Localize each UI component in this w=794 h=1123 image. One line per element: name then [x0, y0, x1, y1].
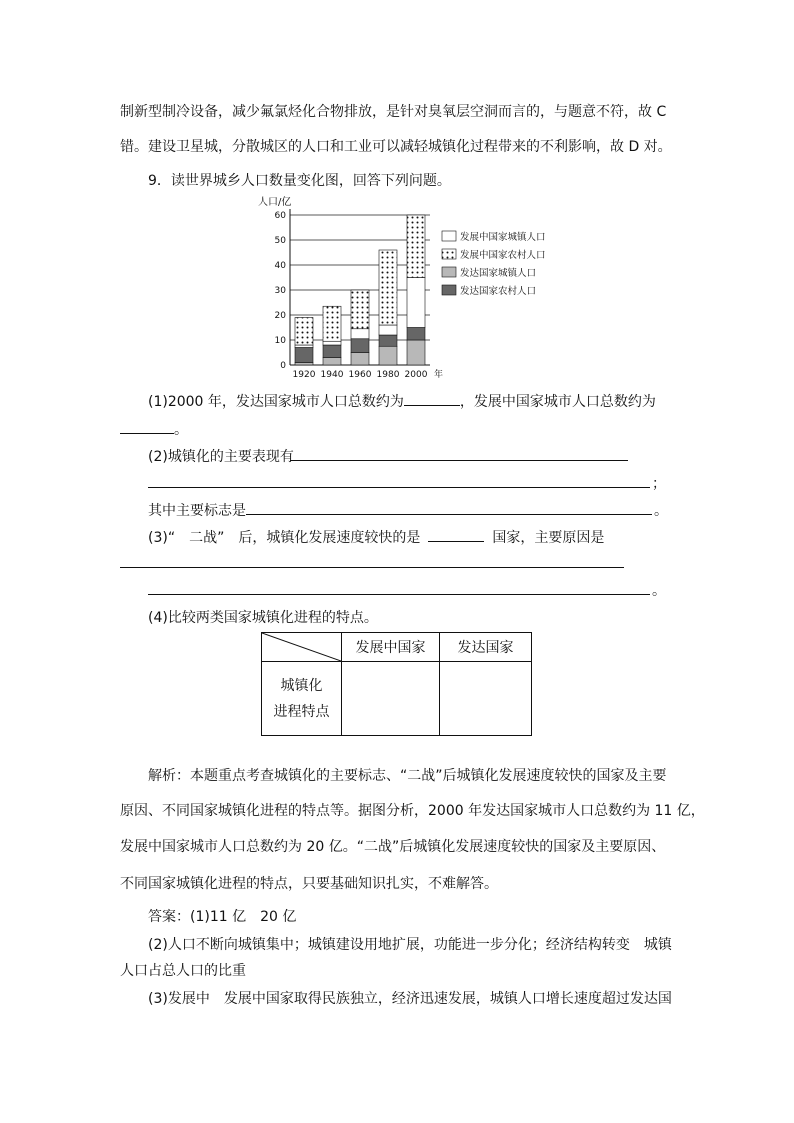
question-1	[148, 391, 656, 411]
answer-line[interactable]	[148, 594, 650, 595]
legend-swatch	[442, 285, 456, 295]
y-tick-label: 0	[280, 361, 286, 371]
y-tick-label: 20	[274, 311, 286, 321]
bar-segment	[323, 358, 341, 366]
question-1-text-a: (1)2000 年，发达国家城市人口总数约为	[148, 394, 404, 410]
question-2b-text: 其中主要标志是	[148, 503, 246, 519]
bar-segment	[323, 341, 341, 345]
y-tick-label: 50	[274, 236, 286, 246]
text-line: 错。建设卫星城，分散城区的人口和工业可以减轻城镇化过程带来的不利影响，故 D 对。	[120, 139, 672, 155]
legend-swatch	[442, 231, 456, 241]
y-tick-label: 40	[274, 261, 286, 271]
bar-segment	[379, 335, 397, 346]
legend-label: 发达国家城镇人口	[460, 268, 537, 279]
bar-segment	[295, 345, 313, 348]
bar-segment	[351, 290, 369, 329]
bar-segment	[323, 345, 341, 358]
answer-line[interactable]	[120, 567, 624, 568]
bar-segment	[407, 340, 425, 365]
answer-line-1: 答案：(1)11 亿 20 亿	[148, 909, 297, 925]
question-2b-end: 。	[654, 503, 668, 519]
x-tick-label: 2000	[404, 370, 428, 380]
legend-swatch	[442, 267, 456, 277]
bar-segment	[407, 278, 425, 328]
question-1-text-b: ，发展中国家城市人口总数约为	[459, 394, 656, 410]
legend-label: 发展中国家城镇人口	[460, 232, 546, 243]
question-1-cont	[120, 419, 188, 439]
answer-blank[interactable]	[428, 527, 484, 542]
y-tick-label: 60	[274, 211, 286, 221]
question-1-end: 。	[174, 422, 188, 438]
question-2	[148, 446, 294, 466]
question-3-end: 。	[652, 583, 666, 599]
table-cell-developing[interactable]	[342, 662, 440, 736]
x-tick-label: 1940	[320, 370, 344, 380]
answer-line-2-cont: 人口占总人口的比重	[120, 963, 246, 979]
question-2-end: ；	[652, 476, 666, 492]
table-row-label	[262, 662, 342, 736]
legend-label: 发展中国家农村人口	[460, 250, 546, 261]
legend-label: 发达国家农村人口	[460, 286, 537, 297]
bar-segment	[295, 318, 313, 346]
text-line: 制新型制冷设备，减少氟氯烃化合物排放，是针对臭氧层空洞而言的，与题意不符，故 C	[120, 104, 667, 120]
answer-line-3: (3)发展中 发展中国家取得民族独立，经济迅速发展，城镇人口增长速度超过发达国	[148, 991, 672, 1007]
answer-blank[interactable]	[404, 391, 460, 406]
analysis-line: 解析：本题重点考查城镇化的主要标志、“二战”后城镇化发展速度较快的国家及主要	[148, 768, 667, 784]
row-label-line: 城镇化	[280, 677, 323, 694]
table-cell-developed[interactable]	[440, 662, 532, 736]
answer-line-2: (2)人口不断向城镇集中；城镇建设用地扩展，功能进一步分化；经济结构转变 城镇	[148, 937, 672, 953]
x-tick-label: 1960	[348, 370, 372, 380]
bar-segment	[295, 348, 313, 363]
bar-segment	[295, 363, 313, 366]
legend-swatch	[442, 249, 456, 259]
diagonal-line	[262, 633, 341, 661]
bar-segment	[407, 215, 425, 278]
x-tick-label: 1980	[376, 370, 400, 380]
question-3-text-a: (3)“ 二战” 后，城镇化发展速度较快的是	[148, 530, 421, 546]
population-chart	[250, 195, 570, 385]
x-axis-label: 年	[434, 370, 444, 380]
answer-line[interactable]	[246, 514, 652, 515]
bar-segment	[351, 329, 369, 339]
comparison-table	[261, 632, 532, 736]
analysis-line: 不同国家城镇化进程的特点，只要基础知识扎实，不难解答。	[120, 876, 498, 892]
table-header-developing: 发展中国家	[342, 633, 440, 662]
answer-blank[interactable]	[120, 419, 174, 434]
bar-segment	[351, 353, 369, 366]
bar-segment	[379, 346, 397, 365]
bar-segment	[323, 306, 341, 341]
question-3-text-b: 国家，主要原因是	[492, 530, 605, 546]
row-label-line: 进程特点	[273, 703, 330, 720]
bar-segment	[379, 250, 397, 325]
table-corner-cell	[262, 633, 342, 662]
y-axis-label: 人口/亿	[258, 197, 292, 208]
bar-segment	[351, 339, 369, 353]
question-9-title: 9．读世界城乡人口数量变化图，回答下列问题。	[148, 173, 451, 189]
analysis-line: 发展中国家城市人口总数约为 20 亿。“二战”后城镇化发展速度较快的国家及主要原因、	[120, 839, 666, 855]
question-4: (4)比较两类国家城镇化进程的特点。	[148, 610, 378, 626]
bar-segment	[407, 328, 425, 341]
y-tick-label: 30	[274, 286, 286, 296]
y-tick-label: 10	[274, 336, 286, 346]
analysis-line: 原因、不同国家城镇化进程的特点等。据图分析，2000 年发达国家城市人口总数约为 11 亿，	[120, 803, 705, 819]
question-2-text: (2)城镇化的主要表现有	[148, 449, 294, 465]
answer-line[interactable]	[290, 460, 628, 461]
x-tick-label: 1920	[292, 370, 316, 380]
bar-segment	[379, 325, 397, 335]
answer-line[interactable]	[148, 487, 650, 488]
table-header-developed: 发达国家	[440, 633, 532, 662]
question-3	[148, 527, 604, 547]
question-2b	[148, 500, 246, 520]
